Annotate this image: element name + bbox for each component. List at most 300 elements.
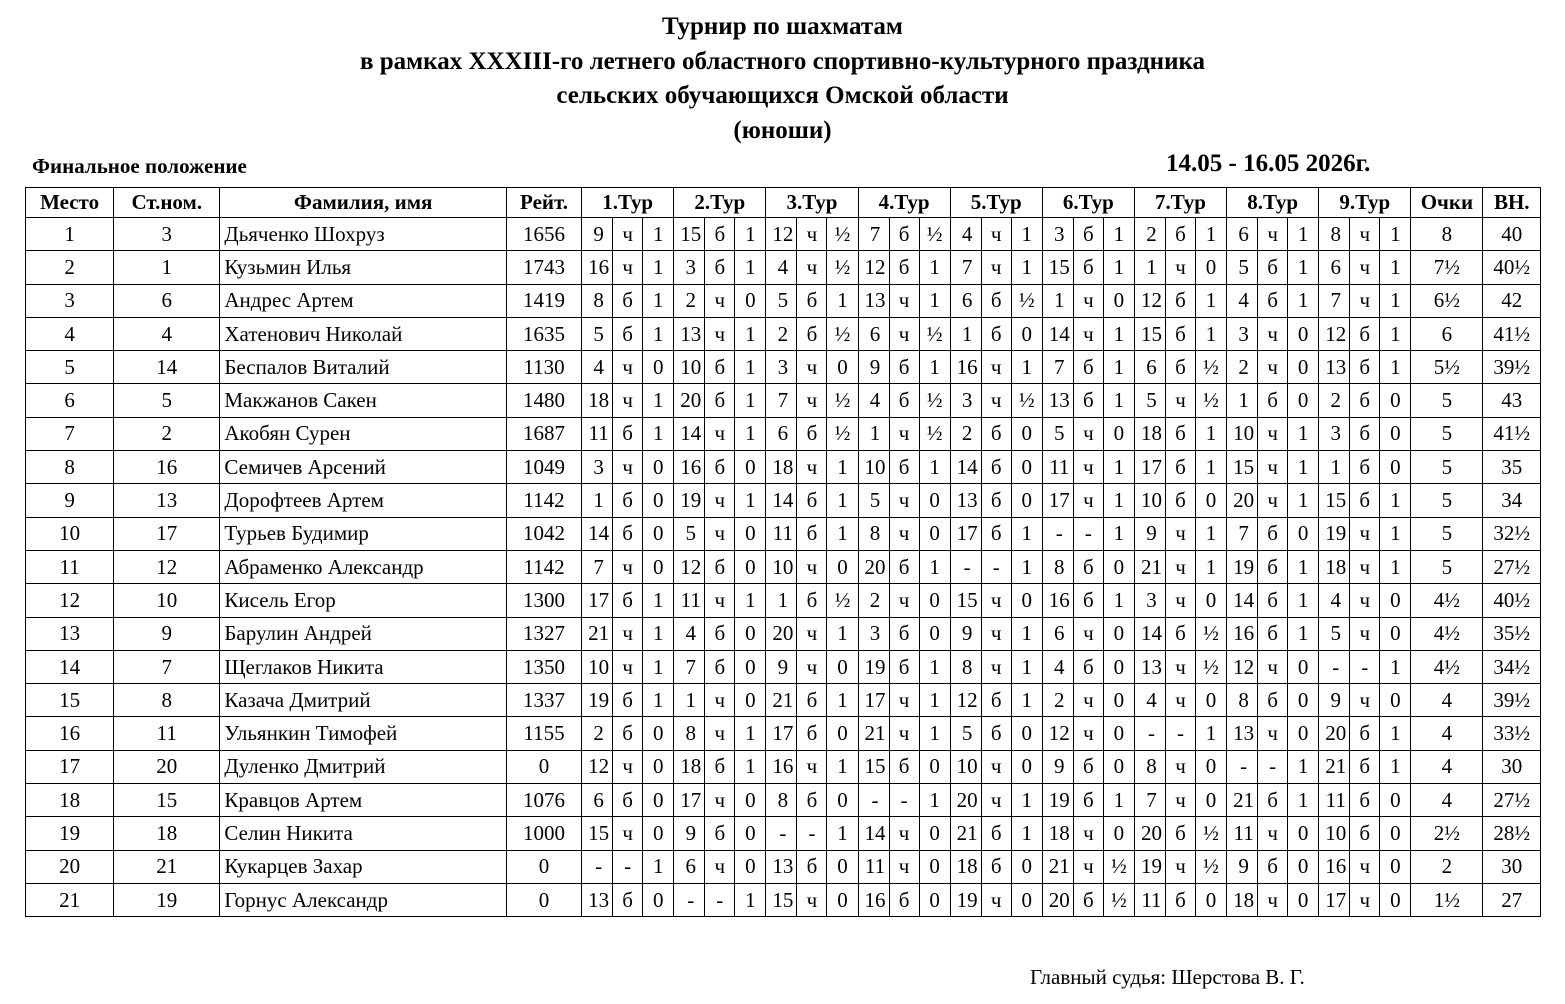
round-1-opponent-cell: 17 [582, 584, 613, 617]
col-header-round-1: 1.Тур [582, 188, 674, 218]
round-5-opponent-cell: 1 [950, 317, 981, 350]
points-cell: 5 [1411, 517, 1483, 550]
round-9-color-cell: б [1350, 417, 1380, 450]
round-8-opponent-cell: 8 [1227, 684, 1258, 717]
round-7-result-cell: 1 [1196, 550, 1227, 583]
rating-cell: 1656 [506, 218, 581, 251]
round-3-opponent-cell: 9 [766, 650, 797, 683]
round-8-color-cell: - [1258, 750, 1288, 783]
round-2-result-cell: 1 [735, 218, 766, 251]
round-7-result-cell: 0 [1196, 484, 1227, 517]
table-row [26, 684, 1541, 717]
round-2-result-cell: 1 [735, 717, 766, 750]
round-1-result-cell: 1 [643, 584, 674, 617]
round-6-result-cell: 0 [1103, 617, 1134, 650]
round-4-color-cell: - [889, 784, 919, 817]
round-8-color-cell: ч [1258, 650, 1288, 683]
round-8-color-cell: ч [1258, 451, 1288, 484]
place-cell: 15 [26, 684, 114, 717]
round-8-opponent-cell: 9 [1227, 850, 1258, 883]
round-9-color-cell: ч [1350, 218, 1380, 251]
player-name-cell: Семичев Арсений [220, 451, 507, 484]
round-1-opponent-cell: - [582, 850, 613, 883]
round-2-result-cell: 0 [735, 817, 766, 850]
round-3-color-cell: б [797, 850, 827, 883]
col-header-rating: Рейт. [506, 188, 581, 218]
round-6-opponent-cell: - [1042, 517, 1073, 550]
round-5-color-cell: ч [981, 617, 1011, 650]
round-1-color-cell: б [613, 517, 643, 550]
round-9-opponent-cell: 17 [1319, 883, 1350, 916]
round-8-opponent-cell: - [1227, 750, 1258, 783]
round-4-result-cell: 0 [919, 617, 950, 650]
round-4-opponent-cell: 19 [858, 650, 889, 683]
round-7-opponent-cell: 12 [1134, 284, 1165, 317]
round-4-color-cell: ч [889, 584, 919, 617]
round-5-result-cell: 1 [1011, 617, 1042, 650]
tournament-dates: 14.05 - 16.05 2026г. [1166, 150, 1371, 177]
round-9-opponent-cell: - [1319, 650, 1350, 683]
round-4-opponent-cell: 3 [858, 617, 889, 650]
col-header-round-7: 7.Тур [1134, 188, 1226, 218]
tiebreak-cell: 32½ [1483, 517, 1541, 550]
round-2-color-cell: ч [705, 584, 735, 617]
round-7-color-cell: ч [1165, 684, 1195, 717]
round-7-result-cell: 0 [1196, 584, 1227, 617]
rating-cell: 1000 [506, 817, 581, 850]
round-6-result-cell: 0 [1103, 817, 1134, 850]
round-2-opponent-cell: 4 [674, 617, 705, 650]
round-4-color-cell: б [889, 617, 919, 650]
round-6-color-cell: ч [1073, 717, 1103, 750]
round-6-color-cell: б [1073, 883, 1103, 916]
round-2-opponent-cell: 18 [674, 750, 705, 783]
round-4-color-cell: б [889, 251, 919, 284]
start-number-cell: 15 [114, 784, 220, 817]
round-2-opponent-cell: 14 [674, 417, 705, 450]
round-7-opponent-cell: 13 [1134, 650, 1165, 683]
round-4-result-cell: 0 [919, 484, 950, 517]
round-2-result-cell: 0 [735, 784, 766, 817]
round-6-result-cell: 1 [1103, 584, 1134, 617]
round-5-opponent-cell: 8 [950, 650, 981, 683]
points-cell: 2 [1411, 850, 1483, 883]
round-6-color-cell: ч [1073, 284, 1103, 317]
round-3-color-cell: ч [797, 451, 827, 484]
round-4-opponent-cell: 21 [858, 717, 889, 750]
round-3-result-cell: 1 [827, 750, 858, 783]
round-5-opponent-cell: 4 [950, 218, 981, 251]
points-cell: 8 [1411, 218, 1483, 251]
round-4-color-cell: ч [889, 284, 919, 317]
round-3-opponent-cell: 21 [766, 684, 797, 717]
round-5-color-cell: ч [981, 251, 1011, 284]
round-4-result-cell: 1 [919, 784, 950, 817]
round-9-opponent-cell: 9 [1319, 684, 1350, 717]
round-8-color-cell: ч [1258, 351, 1288, 384]
round-1-result-cell: 1 [643, 317, 674, 350]
col-header-round-6: 6.Тур [1042, 188, 1134, 218]
round-6-opponent-cell: 13 [1042, 384, 1073, 417]
round-9-opponent-cell: 12 [1319, 317, 1350, 350]
round-7-result-cell: 0 [1196, 750, 1227, 783]
round-9-color-cell: - [1350, 650, 1380, 683]
tiebreak-cell: 39½ [1483, 684, 1541, 717]
round-2-opponent-cell: 12 [674, 550, 705, 583]
col-header-round-8: 8.Тур [1227, 188, 1319, 218]
round-6-result-cell: 0 [1103, 650, 1134, 683]
round-1-opponent-cell: 4 [582, 351, 613, 384]
round-1-opponent-cell: 1 [582, 484, 613, 517]
round-2-result-cell: 1 [735, 251, 766, 284]
round-9-color-cell: ч [1350, 550, 1380, 583]
round-2-color-cell: б [705, 218, 735, 251]
round-3-color-cell: б [797, 684, 827, 717]
round-4-color-cell: ч [889, 850, 919, 883]
round-7-color-cell: б [1165, 218, 1195, 251]
round-1-opponent-cell: 5 [582, 317, 613, 350]
round-1-color-cell: б [613, 417, 643, 450]
player-name-cell: Хатенович Николай [220, 317, 507, 350]
round-4-result-cell: ½ [919, 317, 950, 350]
round-3-result-cell: 0 [827, 717, 858, 750]
round-1-opponent-cell: 15 [582, 817, 613, 850]
round-7-opponent-cell: 11 [1134, 883, 1165, 916]
points-cell: 4 [1411, 750, 1483, 783]
round-6-color-cell: ч [1073, 850, 1103, 883]
tiebreak-cell: 34½ [1483, 650, 1541, 683]
round-7-color-cell: б [1165, 351, 1195, 384]
round-4-result-cell: 1 [919, 284, 950, 317]
round-2-color-cell: б [705, 351, 735, 384]
round-5-result-cell: 0 [1011, 750, 1042, 783]
round-7-result-cell: 0 [1196, 684, 1227, 717]
tiebreak-cell: 40½ [1483, 251, 1541, 284]
round-6-opponent-cell: 4 [1042, 650, 1073, 683]
round-6-opponent-cell: 21 [1042, 850, 1073, 883]
round-9-color-cell: ч [1350, 684, 1380, 717]
round-7-color-cell: б [1165, 284, 1195, 317]
round-4-color-cell: ч [889, 417, 919, 450]
start-number-cell: 16 [114, 451, 220, 484]
round-4-result-cell: ½ [919, 218, 950, 251]
round-4-color-cell: ч [889, 484, 919, 517]
round-7-color-cell: ч [1165, 850, 1195, 883]
round-8-color-cell: б [1258, 684, 1288, 717]
rating-cell: 0 [506, 750, 581, 783]
round-2-opponent-cell: 5 [674, 517, 705, 550]
round-8-color-cell: б [1258, 251, 1288, 284]
start-number-cell: 12 [114, 550, 220, 583]
round-3-result-cell: ½ [827, 251, 858, 284]
place-cell: 17 [26, 750, 114, 783]
rating-cell: 1743 [506, 251, 581, 284]
round-5-result-cell: 0 [1011, 584, 1042, 617]
player-name-cell: Селин Никита [220, 817, 507, 850]
round-9-color-cell: б [1350, 784, 1380, 817]
round-8-result-cell: 1 [1288, 251, 1319, 284]
round-9-opponent-cell: 2 [1319, 384, 1350, 417]
tiebreak-cell: 30 [1483, 750, 1541, 783]
round-8-opponent-cell: 5 [1227, 251, 1258, 284]
round-2-result-cell: 1 [735, 750, 766, 783]
round-2-opponent-cell: 15 [674, 218, 705, 251]
round-6-color-cell: ч [1073, 484, 1103, 517]
round-3-opponent-cell: 16 [766, 750, 797, 783]
round-5-opponent-cell: 5 [950, 717, 981, 750]
round-7-color-cell: ч [1165, 584, 1195, 617]
round-7-result-cell: 1 [1196, 517, 1227, 550]
round-1-opponent-cell: 12 [582, 750, 613, 783]
round-8-color-cell: б [1258, 550, 1288, 583]
round-8-opponent-cell: 4 [1227, 284, 1258, 317]
points-cell: 1½ [1411, 883, 1483, 916]
round-4-color-cell: б [889, 384, 919, 417]
place-cell: 10 [26, 517, 114, 550]
rating-cell: 1155 [506, 717, 581, 750]
round-1-result-cell: 1 [643, 684, 674, 717]
round-1-color-cell: ч [613, 384, 643, 417]
round-9-result-cell: 1 [1380, 550, 1411, 583]
round-4-opponent-cell: 11 [858, 850, 889, 883]
round-8-result-cell: 0 [1288, 517, 1319, 550]
round-3-color-cell: б [797, 484, 827, 517]
round-9-color-cell: ч [1350, 517, 1380, 550]
round-3-color-cell: ч [797, 251, 827, 284]
round-3-result-cell: 0 [827, 550, 858, 583]
round-2-color-cell: б [705, 650, 735, 683]
round-4-opponent-cell: 17 [858, 684, 889, 717]
round-4-color-cell: ч [889, 517, 919, 550]
round-8-opponent-cell: 21 [1227, 784, 1258, 817]
round-8-color-cell: ч [1258, 484, 1288, 517]
round-4-color-cell: б [889, 650, 919, 683]
round-4-result-cell: 0 [919, 817, 950, 850]
points-cell: 5 [1411, 550, 1483, 583]
round-9-result-cell: 1 [1380, 351, 1411, 384]
round-7-opponent-cell: 21 [1134, 550, 1165, 583]
tiebreak-cell: 43 [1483, 384, 1541, 417]
round-4-color-cell: б [889, 451, 919, 484]
round-4-opponent-cell: 4 [858, 384, 889, 417]
round-6-opponent-cell: 14 [1042, 317, 1073, 350]
round-8-opponent-cell: 10 [1227, 417, 1258, 450]
place-cell: 2 [26, 251, 114, 284]
round-5-opponent-cell: 2 [950, 417, 981, 450]
round-1-color-cell: ч [613, 351, 643, 384]
round-4-color-cell: б [889, 218, 919, 251]
tiebreak-cell: 27 [1483, 883, 1541, 916]
col-header-round-5: 5.Тур [950, 188, 1042, 218]
tiebreak-cell: 30 [1483, 850, 1541, 883]
round-8-result-cell: 1 [1288, 617, 1319, 650]
round-6-color-cell: б [1073, 750, 1103, 783]
round-3-color-cell: б [797, 284, 827, 317]
round-8-result-cell: 1 [1288, 284, 1319, 317]
round-7-opponent-cell: 2 [1134, 218, 1165, 251]
round-3-color-cell: ч [797, 883, 827, 916]
round-4-result-cell: 0 [919, 883, 950, 916]
col-header-round-3: 3.Тур [766, 188, 858, 218]
round-7-opponent-cell: 7 [1134, 784, 1165, 817]
round-3-opponent-cell: 7 [766, 384, 797, 417]
start-number-cell: 21 [114, 850, 220, 883]
start-number-cell: 11 [114, 717, 220, 750]
player-name-cell: Акобян Сурен [220, 417, 507, 450]
round-3-opponent-cell: 1 [766, 584, 797, 617]
standings-table [25, 187, 1541, 917]
round-2-opponent-cell: 11 [674, 584, 705, 617]
round-9-opponent-cell: 18 [1319, 550, 1350, 583]
start-number-cell: 19 [114, 883, 220, 916]
round-1-opponent-cell: 14 [582, 517, 613, 550]
points-cell: 5 [1411, 417, 1483, 450]
round-7-color-cell: б [1165, 484, 1195, 517]
round-8-opponent-cell: 15 [1227, 451, 1258, 484]
round-6-color-cell: б [1073, 584, 1103, 617]
round-2-color-cell: - [705, 883, 735, 916]
round-5-opponent-cell: 19 [950, 883, 981, 916]
player-name-cell: Дорофтеев Артем [220, 484, 507, 517]
round-8-opponent-cell: 7 [1227, 517, 1258, 550]
round-1-opponent-cell: 11 [582, 417, 613, 450]
round-9-color-cell: ч [1350, 617, 1380, 650]
player-name-cell: Кузьмин Илья [220, 251, 507, 284]
round-2-opponent-cell: 3 [674, 251, 705, 284]
round-7-opponent-cell: 15 [1134, 317, 1165, 350]
round-2-color-cell: б [705, 750, 735, 783]
round-1-color-cell: ч [613, 451, 643, 484]
round-4-result-cell: 1 [919, 684, 950, 717]
points-cell: 5 [1411, 451, 1483, 484]
place-cell: 1 [26, 218, 114, 251]
round-9-result-cell: 1 [1380, 650, 1411, 683]
place-cell: 16 [26, 717, 114, 750]
table-row [26, 251, 1541, 284]
round-6-opponent-cell: 12 [1042, 717, 1073, 750]
round-9-result-cell: 1 [1380, 717, 1411, 750]
col-header-place: Место [26, 188, 114, 218]
table-row [26, 417, 1541, 450]
round-3-opponent-cell: 15 [766, 883, 797, 916]
title-line: в рамках XXXIII-го летнего областного спортивно-культурного праздника [360, 47, 1205, 75]
round-2-result-cell: 0 [735, 650, 766, 683]
round-8-result-cell: 0 [1288, 384, 1319, 417]
round-2-opponent-cell: 6 [674, 850, 705, 883]
player-name-cell: Казача Дмитрий [220, 684, 507, 717]
round-7-opponent-cell: 5 [1134, 384, 1165, 417]
round-3-color-cell: б [797, 517, 827, 550]
round-9-opponent-cell: 15 [1319, 484, 1350, 517]
round-2-result-cell: 0 [735, 617, 766, 650]
round-8-color-cell: б [1258, 517, 1288, 550]
round-3-opponent-cell: 4 [766, 251, 797, 284]
round-8-result-cell: 0 [1288, 317, 1319, 350]
rating-cell: 1480 [506, 384, 581, 417]
round-9-color-cell: б [1350, 351, 1380, 384]
round-7-color-cell: ч [1165, 517, 1195, 550]
start-number-cell: 8 [114, 684, 220, 717]
round-6-result-cell: 1 [1103, 784, 1134, 817]
round-2-opponent-cell: 8 [674, 717, 705, 750]
chief-judge: Главный судья: Шерстова В. Г. [1030, 965, 1305, 989]
round-9-color-cell: б [1350, 317, 1380, 350]
round-7-result-cell: 1 [1196, 417, 1227, 450]
round-4-opponent-cell: 16 [858, 883, 889, 916]
round-3-color-cell: ч [797, 550, 827, 583]
round-1-result-cell: 1 [643, 617, 674, 650]
round-7-color-cell: - [1165, 717, 1195, 750]
round-3-result-cell: 1 [827, 617, 858, 650]
round-8-opponent-cell: 13 [1227, 717, 1258, 750]
round-4-opponent-cell: 14 [858, 817, 889, 850]
round-9-result-cell: 1 [1380, 484, 1411, 517]
round-6-result-cell: 0 [1103, 417, 1134, 450]
round-4-opponent-cell: 8 [858, 517, 889, 550]
round-1-result-cell: 0 [643, 750, 674, 783]
round-7-result-cell: 1 [1196, 451, 1227, 484]
round-5-opponent-cell: 18 [950, 850, 981, 883]
round-4-result-cell: 1 [919, 251, 950, 284]
round-6-opponent-cell: 6 [1042, 617, 1073, 650]
round-6-opponent-cell: 3 [1042, 218, 1073, 251]
round-3-result-cell: 1 [827, 684, 858, 717]
round-7-opponent-cell: 17 [1134, 451, 1165, 484]
round-7-result-cell: ½ [1196, 617, 1227, 650]
round-4-opponent-cell: 2 [858, 584, 889, 617]
round-4-result-cell: ½ [919, 417, 950, 450]
round-8-color-cell: б [1258, 784, 1288, 817]
round-9-color-cell: б [1350, 817, 1380, 850]
round-1-opponent-cell: 3 [582, 451, 613, 484]
round-2-opponent-cell: 13 [674, 317, 705, 350]
start-number-cell: 5 [114, 384, 220, 417]
round-1-color-cell: ч [613, 251, 643, 284]
round-6-opponent-cell: 7 [1042, 351, 1073, 384]
round-9-color-cell: ч [1350, 584, 1380, 617]
round-8-result-cell: 1 [1288, 218, 1319, 251]
table-row [26, 384, 1541, 417]
round-2-result-cell: 0 [735, 451, 766, 484]
round-9-result-cell: 0 [1380, 817, 1411, 850]
round-4-opponent-cell: 13 [858, 284, 889, 317]
round-8-opponent-cell: 12 [1227, 650, 1258, 683]
col-header-start-no: Ст.ном. [114, 188, 220, 218]
round-3-opponent-cell: 20 [766, 617, 797, 650]
round-7-color-cell: б [1165, 817, 1195, 850]
round-1-color-cell: б [613, 584, 643, 617]
round-6-result-cell: 1 [1103, 218, 1134, 251]
round-1-color-cell: б [613, 684, 643, 717]
round-7-color-cell: б [1165, 417, 1195, 450]
round-4-color-cell: б [889, 750, 919, 783]
round-6-color-cell: б [1073, 218, 1103, 251]
place-cell: 14 [26, 650, 114, 683]
start-number-cell: 17 [114, 517, 220, 550]
round-6-opponent-cell: 11 [1042, 451, 1073, 484]
round-7-opponent-cell: 18 [1134, 417, 1165, 450]
round-8-result-cell: 0 [1288, 883, 1319, 916]
round-5-opponent-cell: 13 [950, 484, 981, 517]
round-4-opponent-cell: 20 [858, 550, 889, 583]
table-row [26, 351, 1541, 384]
round-5-color-cell: б [981, 417, 1011, 450]
round-1-result-cell: 1 [643, 850, 674, 883]
round-8-result-cell: 1 [1288, 784, 1319, 817]
rating-cell: 1635 [506, 317, 581, 350]
round-8-opponent-cell: 16 [1227, 617, 1258, 650]
points-cell: 4½ [1411, 650, 1483, 683]
